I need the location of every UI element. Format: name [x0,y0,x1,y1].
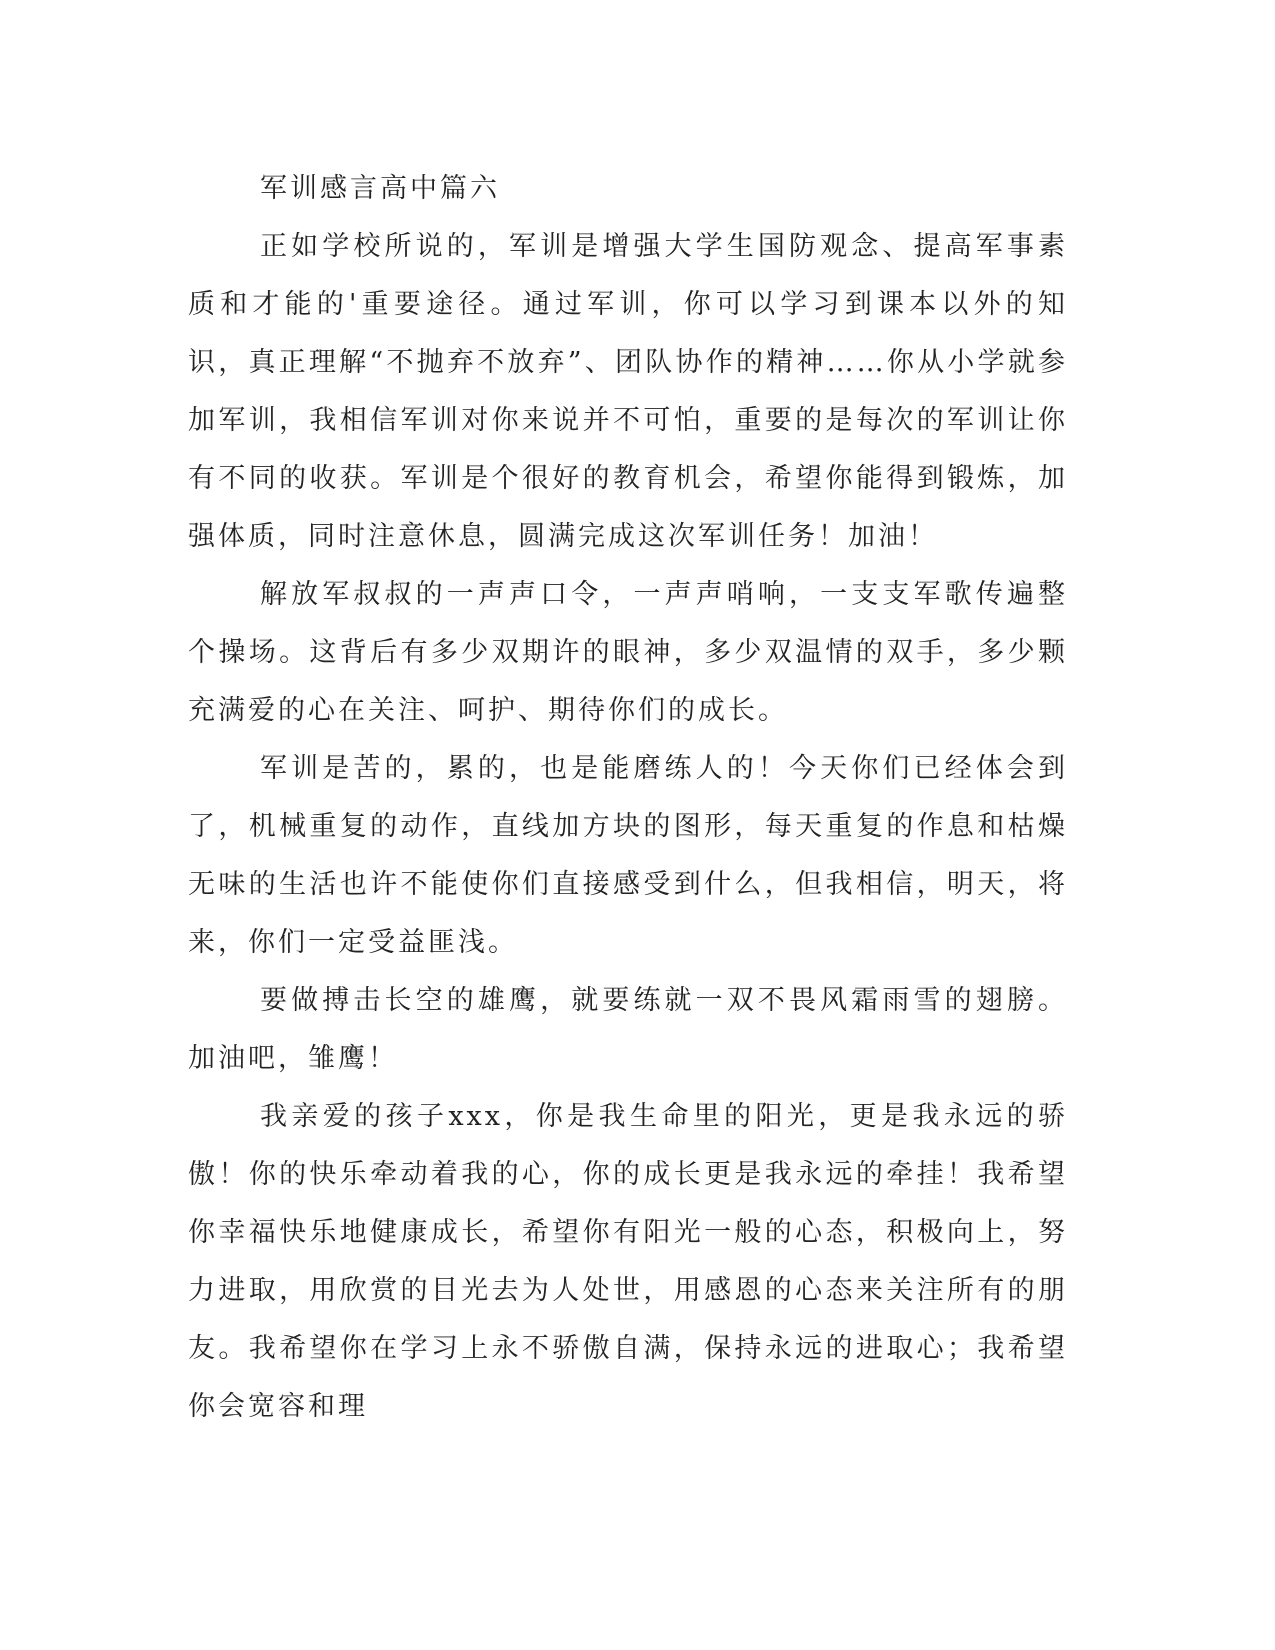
paragraph-3: 军训是苦的，累的，也是能磨练人的！今天你们已经体会到了，机械重复的动作，直线加方块的图形，每天重复的作息和枯燥无味的生活也许不能使你们直接感受到什么，但我相信，明天，将来，你们一定受益匪浅。 [188,753,1068,958]
paragraph-4: 要做搏击长空的雄鹰，就要练就一双不畏风霜雨雪的翅膀。加油吧，雏鹰！ [188,985,1068,1074]
paragraph-1: 正如学校所说的，军训是增强大学生国防观念、提高军事素质和才能的'重要途径。通过军训，你可以学习到课本以外的知识，真正理解“不抛弃不放弃”、团队协作的精神……你从小学就参加军训，我相信军训对你来说并不可怕，重要的是每次的军训让你有不同的收获。军训是个很好的教育机会，希望你能得到锻炼，加强体质，同时注意休息，圆满完成这次军训任务！加油！ [188,231,1068,552]
document-title: 军训感言高中篇六 [260,173,500,204]
document-body [188,160,1068,1436]
paragraph-5: 我亲爱的孩子xxx，你是我生命里的阳光，更是我永远的骄傲！你的快乐牵动着我的心，你的成长更是我永远的牵挂！我希望你幸福快乐地健康成长，希望你有阳光一般的心态，积极向上，努力进取，用欣赏的目光去为人处世，用感恩的心态来关注所有的朋友。我希望你在学习上永不骄傲自满，保持永远的进取心；我希望你会宽容和理 [188,1101,1068,1422]
paragraph-2: 解放军叔叔的一声声口令，一声声哨响，一支支军歌传遍整个操场。这背后有多少双期许的眼神，多少双温情的双手，多少颗充满爱的心在关注、呵护、期待你们的成长。 [188,579,1068,726]
